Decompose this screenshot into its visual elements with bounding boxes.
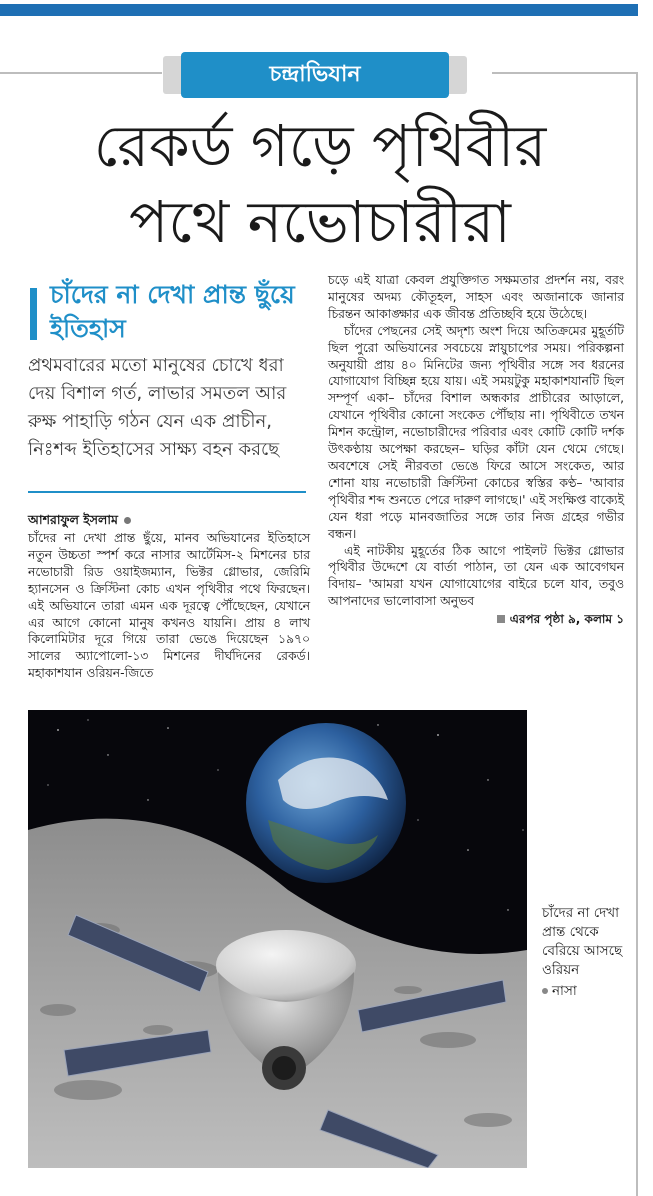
frame-rule-right xyxy=(492,72,638,74)
byline xyxy=(28,512,310,532)
article-paragraph: এই নাটকীয় মুহূর্তের ঠিক আগে পাইলট ভিক্টর গ্লোভার পৃথিবীর উদ্দেশে যে বার্তা পাঠান, তা যেন এক আবেগঘন বিদায়– 'আমরা যখন যোগাযোগের বাইরে চলে যাব, তবুও আপনাদের ভালোবাসা অনুভব xyxy=(328,543,624,609)
article-column-right xyxy=(328,272,624,628)
continued-label: এরপর পৃষ্ঠা ৯, কলাম ১ xyxy=(509,612,624,627)
photo-credit xyxy=(542,982,632,1001)
byline-dot-icon xyxy=(124,517,131,524)
lede-text: প্রথমবারের মতো মানুষের চোখে ধরা দেয় বিশাল গর্ত, লাভার সমতল আর রুক্ষ পাহাড়ি গঠন যেন এক প্রাচীন, নিঃশব্দ ইতিহাসের সাক্ষ্য বহন করছে xyxy=(28,355,287,460)
frame-rule-vertical xyxy=(636,72,638,1196)
article-column-left: চাঁদের না দেখা প্রান্ত ছুঁয়ে, মানব অভিযানের ইতিহাসে নতুন উচ্চতা স্পর্শ করে নাসার আর্টেমিস-২ মিশনের চার নভোচারী রিড ওয়াইজম্যান, ভিক্টর গ্লোভার, জেরিমি হ্যানসেন ও ক্রিস্টিনা কোচ এখন পৃথিবীর পথে ফিরছেন। এই অভিযানে তারা এমন এক দূরত্বে পৌঁছেছেন, যেখানে এর আগে কোনো মানুষ কখনও যায়নি। প্রায় ৪ লাখ কিলোমিটার দূরে গিয়ে তারা ভেঙে দিয়েছেন ১৯৭০ সালের অ্যাপোলো-১৩ মিশনের দীর্ঘদিনের রেকর্ড। মহাকাশযান ওরিয়ন-জিতে xyxy=(28,531,310,681)
article-paragraph: চাঁদের পেছনের সেই অদৃশ্য অংশ দিয়ে অতিক্রমের মুহূর্তটি ছিল পুরো অভিযানের সবচেয়ে স্নায়ুচাপের সময়। পরিকল্পনা অনুযায়ী প্রায় ৪০ মিনিটের জন্য পৃথিবীর সঙ্গে সব ধরনের যোগাযোগ বিচ্ছিন্ন হয়ে যায়। এই সময়টুকু মহাকাশযানটি ছিল সম্পূর্ণ একা– চাঁদের বিশাল অন্ধকার প্রাচীরের আড়ালে, যেখানে পৃথিবীর কোনো সংকেত পৌঁছায় না। পৃথিবীতে তখন মিশন কন্ট্রোল, নভোচারীদের পরিবার এবং কোটি কোটি দর্শক উৎকণ্ঠায় অপেক্ষা করছেন– ঘড়ির কাঁটা যেন থেমে গেছে। অবশেষে সেই নীরবতা ভেঙে ফিরে আসে সংকেত, আর শোনা যায় নভোচারী ক্রিস্টিনা কোচের স্বস্তির কণ্ঠ– 'আবার পৃথিবীর শব্দ শুনতে পেরে দারুণ লাগছে।' এই সংক্ষিপ্ত বাক্যেই যেন ধরা পড়ে মানবজাতির সঙ্গে তার নিজ গ্রহের গভীর বন্ধন। xyxy=(328,323,624,541)
credit-label: নাসা xyxy=(552,983,577,999)
continued-jump-link[interactable] xyxy=(328,611,624,628)
subheadline: চাঁদের না দেখা প্রান্ত ছুঁয়ে ইতিহাস xyxy=(50,280,295,343)
orion-moon-earth-illustration xyxy=(28,710,527,1168)
article-photo xyxy=(28,710,527,1168)
square-bullet-icon xyxy=(497,615,505,623)
caption-text: চাঁদের না দেখা প্রান্ত থেকে বেরিয়ে আসছে ওরিয়ন xyxy=(542,905,623,978)
byline-author: আশরাফুল ইসলাম xyxy=(28,512,118,527)
article-paragraph: চড়ে এই যাত্রা কেবল প্রযুক্তিগত সক্ষমতার প্রদর্শন নয়, বরং মানুষের অদম্য কৌতূহল, সাহস এবং অজানাকে জানার চিরন্তন আকাঙ্ক্ষার এক জীবন্ত প্রতিচ্ছবি হয়ে উঠেছে। xyxy=(328,273,624,321)
lede-divider xyxy=(28,491,306,493)
frame-rule-left xyxy=(0,72,162,74)
headline xyxy=(20,108,620,260)
headline-line-1: রেকর্ড গড়ে পৃথিবীর xyxy=(93,112,547,180)
section-label: চন্দ্রাভিযান xyxy=(181,52,449,98)
section-tab xyxy=(163,52,467,98)
top-color-bar xyxy=(0,4,638,16)
headline-line-2: পথে নভোচারীরা xyxy=(129,188,511,256)
photo-caption xyxy=(542,904,632,1001)
credit-dot-icon xyxy=(542,988,548,994)
subhead-accent-bar xyxy=(30,288,37,340)
